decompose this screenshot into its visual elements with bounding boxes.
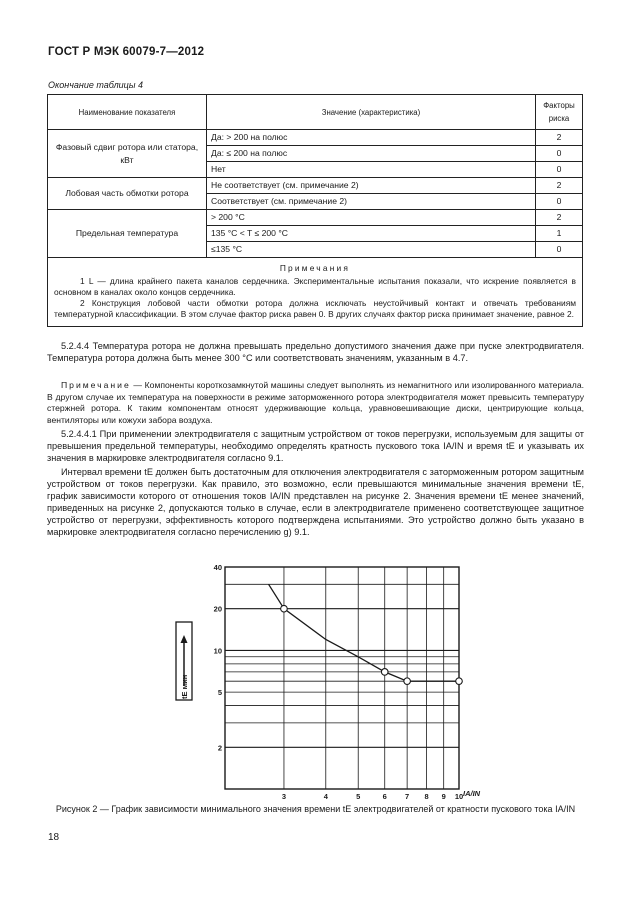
y-axis-arrow-head bbox=[181, 635, 188, 643]
column-header: Значение (характеристика) bbox=[207, 95, 536, 130]
risk-cell: 0 bbox=[536, 242, 583, 258]
parameter-name: Предельная температура bbox=[48, 210, 207, 258]
standard-designation: ГОСТ Р МЭК 60079-7—2012 bbox=[48, 46, 205, 58]
table-row bbox=[48, 210, 583, 226]
risk-cell: 2 bbox=[536, 130, 583, 146]
chart-grid bbox=[225, 567, 459, 789]
x-tick-labels bbox=[282, 792, 463, 800]
data-point bbox=[381, 669, 388, 676]
y-tick-label: 5 bbox=[217, 688, 222, 698]
note-2: 2 Конструкция лобовой части обмотки ротора должна исключать неустойчивый контакт и отвечать требованиям температурной классификации. В этом случае фактор риска равен 0. В других случаях фактор риска принимает значение, равное 2. bbox=[54, 298, 576, 319]
risk-cell: 1 bbox=[536, 226, 583, 242]
paragraph-interval: Интервал времени tE должен быть достаточным для отключения электродвигателя с заторможенным ротором защитным устройством от токов перегрузки. Как правило, это возможно, если превышаются минимальные значения времени tE, график зависимости которого от отношения токов IA/IN представлен на рисунке 2. Значения времени tE менее значений, приведенных на рисунке 2, допускаются только в случае, если в электродвигателе применено соответствующее защитное устройство от перегрузки, эффективность которого подтверждена испытаниями. Это устройство должно быть указано в маркировке электродвигателя согласно перечислению g) 9.1. bbox=[47, 467, 584, 537]
value-cell: Соответствует (см. примечание 2) bbox=[207, 194, 536, 210]
risk-cell: 0 bbox=[536, 162, 583, 178]
clause-5-2-4-4: 5.2.4.4 Температура ротора не должна превышать предельно допустимого значения даже при пуске электродвигателя. Температура ротора должна быть менее 300 °C или соответствовать значениям, указанным в 4.7. bbox=[47, 341, 584, 363]
y-tick-label: 20 bbox=[213, 604, 222, 614]
column-header: Наименование показателя bbox=[48, 95, 207, 130]
figure-caption: Рисунок 2 — График зависимости минимального значения времени tE электродвигателей от кратности пускового тока IA/IN bbox=[55, 804, 576, 814]
parameter-name: Фазовый сдвиг ротора или статора, кВт bbox=[48, 130, 207, 178]
table-notes bbox=[48, 258, 583, 327]
y-axis-label bbox=[176, 622, 192, 700]
x-tick-label: 8 bbox=[424, 792, 429, 800]
table-row bbox=[48, 130, 583, 146]
x-tick-label: 4 bbox=[323, 792, 328, 800]
x-tick-label: 5 bbox=[356, 792, 361, 800]
value-cell: Не соответствует (см. примечание 2) bbox=[207, 178, 536, 194]
y-tick-label: 2 bbox=[217, 743, 222, 753]
value-cell: > 200 °C bbox=[207, 210, 536, 226]
y-tick-label: 40 bbox=[213, 563, 222, 572]
x-tick-label: 9 bbox=[441, 792, 446, 800]
table-row bbox=[48, 178, 583, 194]
x-tick-label: 7 bbox=[405, 792, 410, 800]
data-point bbox=[404, 678, 411, 685]
y-axis-label-text: tE мин bbox=[180, 674, 189, 699]
x-axis-label: IA/IN bbox=[463, 789, 481, 798]
y-tick-labels bbox=[214, 563, 222, 752]
note-label: Примечание bbox=[61, 380, 131, 390]
table-notes-row bbox=[48, 258, 583, 327]
parameter-name: Лобовая часть обмотки ротора bbox=[48, 178, 207, 210]
data-point bbox=[281, 605, 288, 612]
table-header-row bbox=[48, 95, 583, 130]
column-header: Факторы риска bbox=[536, 95, 583, 130]
risk-cell: 0 bbox=[536, 146, 583, 162]
series-line bbox=[269, 584, 459, 681]
chart-series bbox=[269, 584, 463, 684]
value-cell: Нет bbox=[207, 162, 536, 178]
value-cell: 135 °C < T ≤ 200 °C bbox=[207, 226, 536, 242]
x-tick-label: 10 bbox=[454, 792, 464, 800]
table-caption: Окончание таблицы 4 bbox=[48, 80, 143, 90]
data-point bbox=[456, 678, 463, 685]
page-number: 18 bbox=[48, 832, 60, 843]
risk-cell: 2 bbox=[536, 178, 583, 194]
value-cell: Да: > 200 на полюс bbox=[207, 130, 536, 146]
notes-heading: Примечания bbox=[279, 263, 351, 273]
clause-5-2-4-4-1: 5.2.4.4.1 При применении электродвигателя с защитным устройством от токов перегрузки, используемым для защиты от превышения предельной температуры, необходимо определять кратность пускового тока IA/IN и время tE и указывать их значения в маркировке электродвигателя согласно 9.1. bbox=[47, 429, 584, 463]
note-text: — Компоненты короткозамкнутой машины следует выполнять из немагнитного или изолированного материала. В другом случае их температура на поверхности в режиме заторможенного ротора электродвигателя может превысить температуру стержней ротора. К таким компонентам относят удерживающие кольца, уравновешивающие диски, центрирующие кольца, вентиляторы или кожухи забора воздуха. bbox=[47, 380, 584, 425]
specification-table bbox=[47, 94, 583, 327]
risk-cell: 0 bbox=[536, 194, 583, 210]
figure-chart bbox=[170, 560, 500, 800]
y-tick-label: 10 bbox=[213, 646, 222, 656]
value-cell: Да: ≤ 200 на полюс bbox=[207, 146, 536, 162]
value-cell: ≤135 °C bbox=[207, 242, 536, 258]
risk-cell: 2 bbox=[536, 210, 583, 226]
x-tick-label: 3 bbox=[281, 792, 287, 800]
plot-frame bbox=[225, 567, 459, 789]
note-1: 1 L — длина крайнего пакета каналов сердечника. Экспериментальные испытания показали, что искрение появляется в основном в каналах около концов сердечника. bbox=[54, 276, 576, 297]
clause-note bbox=[47, 380, 584, 426]
x-tick-label: 6 bbox=[382, 792, 387, 800]
